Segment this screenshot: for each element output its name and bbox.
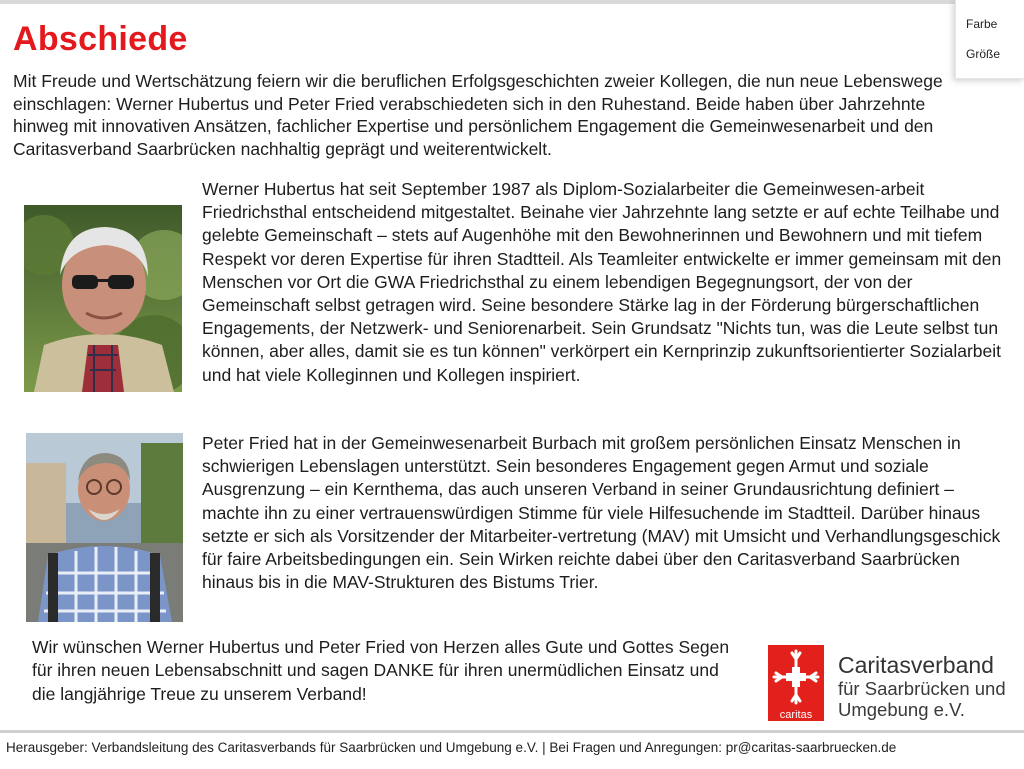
menu-item-farbe[interactable]: Farbe <box>966 17 998 31</box>
page-title: Abschiede <box>13 20 188 58</box>
photo-werner-hubertus <box>24 205 182 392</box>
bio-werner-hubertus: Werner Hubertus hat seit September 1987 als Diplom-Sozialarbeiter die Gemeinwesen-arbeit Friedrichsthal entscheidend mitgestaltet. Beinahe vier Jahrzehnte lang setzte er auf echte Teilhabe und gelebte Gemeinschaft – stets auf Augenhöhe mit den Bewohnerinnen und Bewohnern und mit tiefem Respekt vor deren Expertise für ihren Stadtteil. Als Teamleiter entwickelte er immer gemeinsam mit den Menschen vor Ort die GWA Friedrichsthal zu einem lebendigen Begegnungsort, der von der Gemeinschaft selbst getragen wird. Seine besondere Stärke lag in der Förderung bürgerschaftlichen Engagements, der Netzwerk- und Seniorenarbeit. Sein Grundsatz "Nichts tun, was die Leute selbst tun können, aber alles, damit sie es tun können" verkörpert ein Kernprinzip zukunftsorientierter Sozialarbeit und hat viele Kolleginnen und Kollegen inspiriert. <box>202 179 1002 385</box>
intro-text: Mit Freude und Wertschätzung feiern wir die beruflichen Erfolgsgeschichten zweier Kollegen, die nun neue Lebenswege einschlagen: Werner Hubertus und Peter Fried verabschiedeten sich in den Ruhestand. Beide haben über Jahrzehnte hinweg mit innovativen Ansätzen, fachlicher Expertise und persönlichem Engagement die Gemeinwesenarbeit und den Caritasverband Saarbrücken nachhaltig geprägt und weiterentwickelt. <box>13 71 943 159</box>
logo-wordmark <box>838 653 1006 720</box>
caritas-logo <box>768 645 1018 721</box>
bio-peter-fried: Peter Fried hat in der Gemeinwesenarbeit Burbach mit großem persönlichen Einsatz Menschen in schwierigen Lebenslagen unterstützt. Sein besonderes Engagement gegen Armut und soziale Ausgrenzung – ein Kernthema, das auch unseren Verband in seiner Grundausrichtung definiert – machte ihn zu einer vertrauenswürdigen Stimme für viele Hilfesuchende im Stadtteil. Darüber hinaus setzte er sich als Vorsitzender der Mitarbeiter-vertretung (MAV) mit Umsicht und Verhandlungsgeschick für faire Arbeitsbedingungen ein. Sein Wirken reichte dabei über den Caritasverband Saarbrücken hinaus bis in die MAV-Strukturen des Bistums Trier. <box>202 433 1001 593</box>
footer-text: Herausgeber: Verbandsleitung des Caritasverbands für Saarbrücken und Umgebung e.V. | Bei Fragen und Anregungen: pr@caritas-saarbruecken.de <box>6 740 897 755</box>
photo-peter-fried <box>26 433 183 622</box>
portrait-image <box>26 433 183 622</box>
logo-line-3: Umgebung e.V. <box>838 699 965 720</box>
side-menu <box>955 0 1024 79</box>
logo-mark-text: caritas <box>779 709 813 721</box>
footer <box>0 730 1024 769</box>
top-divider <box>0 0 1024 4</box>
caritas-flame-cross-icon <box>768 645 824 721</box>
portrait-image <box>24 205 182 392</box>
closing-text: Wir wünschen Werner Hubertus und Peter Fried von Herzen alles Gute und Gottes Segen für ihren neuen Lebensabschnitt und sagen DANKE für ihren unermüdlichen Einsatz und die langjährige Treue zu unserem Verband! <box>32 637 730 704</box>
menu-item-groesse[interactable]: Größe <box>966 47 1001 61</box>
logo-line-1: Caritasverband <box>838 652 994 678</box>
logo-line-2: für Saarbrücken und <box>838 678 1006 699</box>
